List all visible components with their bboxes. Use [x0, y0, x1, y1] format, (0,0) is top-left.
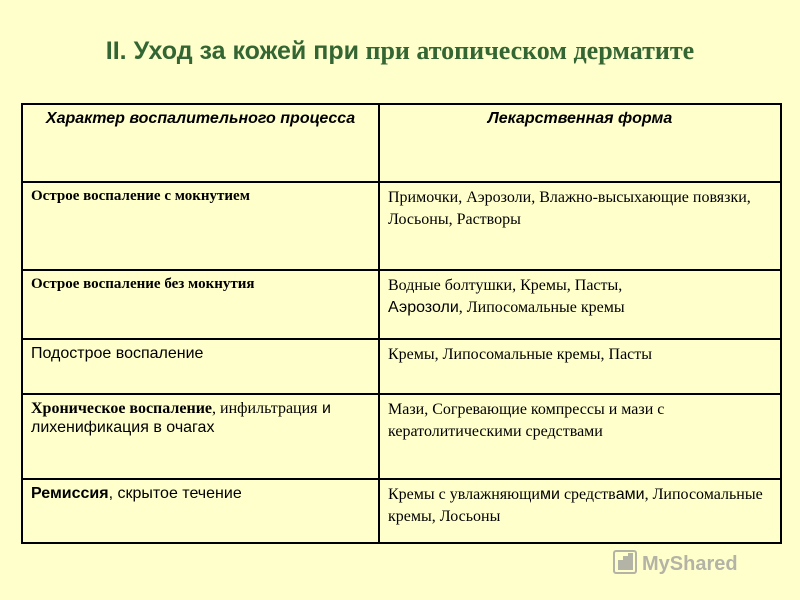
logo-icon-bar-1: [619, 561, 622, 569]
title-part-2: при атопическом дерматите: [358, 36, 695, 65]
row-2-drug-form-b: Аэрозоли: [388, 299, 459, 316]
row-1-drug-form: [379, 182, 781, 270]
header-drug-form: Лекарственная форма: [379, 104, 781, 182]
row-4-drug-form: [379, 394, 781, 479]
table-row: [22, 339, 781, 394]
row-2-inflammation: [22, 270, 379, 339]
care-table: [21, 103, 782, 544]
title-part-1: II. Уход за кожей при: [105, 37, 359, 65]
slide-title: [0, 36, 800, 66]
logo-icon-bar-2: [624, 557, 627, 569]
row-3-inflammation: [22, 339, 379, 394]
logo-text: MyShared: [642, 553, 738, 575]
myshared-logo: [612, 548, 762, 576]
row-2-inflammation-text: Острое воспаление без мокнутия: [31, 276, 255, 292]
row-1-inflammation: [22, 182, 379, 270]
row-2-drug-form-c: , Липосомальные кремы: [458, 299, 625, 316]
row-4-inflammation-c: и лихенификация в очагах: [31, 400, 331, 436]
row-5-inflammation-a: Ремиссия: [31, 485, 109, 502]
table-row: [22, 479, 781, 543]
table-row: [22, 270, 781, 339]
row-5-inflammation: [22, 479, 379, 543]
row-5-inflammation-b: , скрытое течение: [108, 485, 242, 502]
table-row: [22, 394, 781, 479]
row-3-drug-form-text: Кремы, Липосомальные кремы, Пасты: [388, 346, 653, 363]
row-5-drug-form-d: ами: [615, 486, 645, 503]
logo-icon-bar-3: [629, 554, 632, 569]
row-4-inflammation-b: , инфильтрация: [212, 400, 318, 417]
row-3-inflammation-text: Подострое воспаление: [31, 345, 204, 362]
row-5-drug-form: [379, 479, 781, 543]
row-2-drug-form-a: Водные болтушки, Кремы, Пасты,: [388, 277, 623, 294]
row-5-drug-form-e: , Липосомальные кремы, Лосьоны: [388, 486, 763, 525]
row-5-drug-form-a: Кремы с увлажняющи: [388, 486, 540, 503]
table-row: [22, 182, 781, 270]
row-5-drug-form-b: ми: [540, 486, 560, 503]
row-4-drug-form-text: Мази, Согревающие компрессы и мази с кератолитическими средствами: [388, 401, 665, 440]
row-5-drug-form-c: средств: [559, 486, 616, 503]
table-header-row: [22, 104, 781, 182]
row-3-drug-form: [379, 339, 781, 394]
row-1-inflammation-text: Острое воспаление с мокнутием: [31, 188, 250, 204]
row-1-drug-form-text: Примочки, Аэрозоли, Влажно-высыхающие повязки, Лосьоны, Растворы: [388, 189, 751, 228]
header-inflammation-type: Характер воспалительного процесса: [22, 104, 379, 182]
row-4-inflammation-a: Хроническое воспаление: [31, 400, 213, 417]
row-4-inflammation: [22, 394, 379, 479]
row-2-drug-form: [379, 270, 781, 339]
